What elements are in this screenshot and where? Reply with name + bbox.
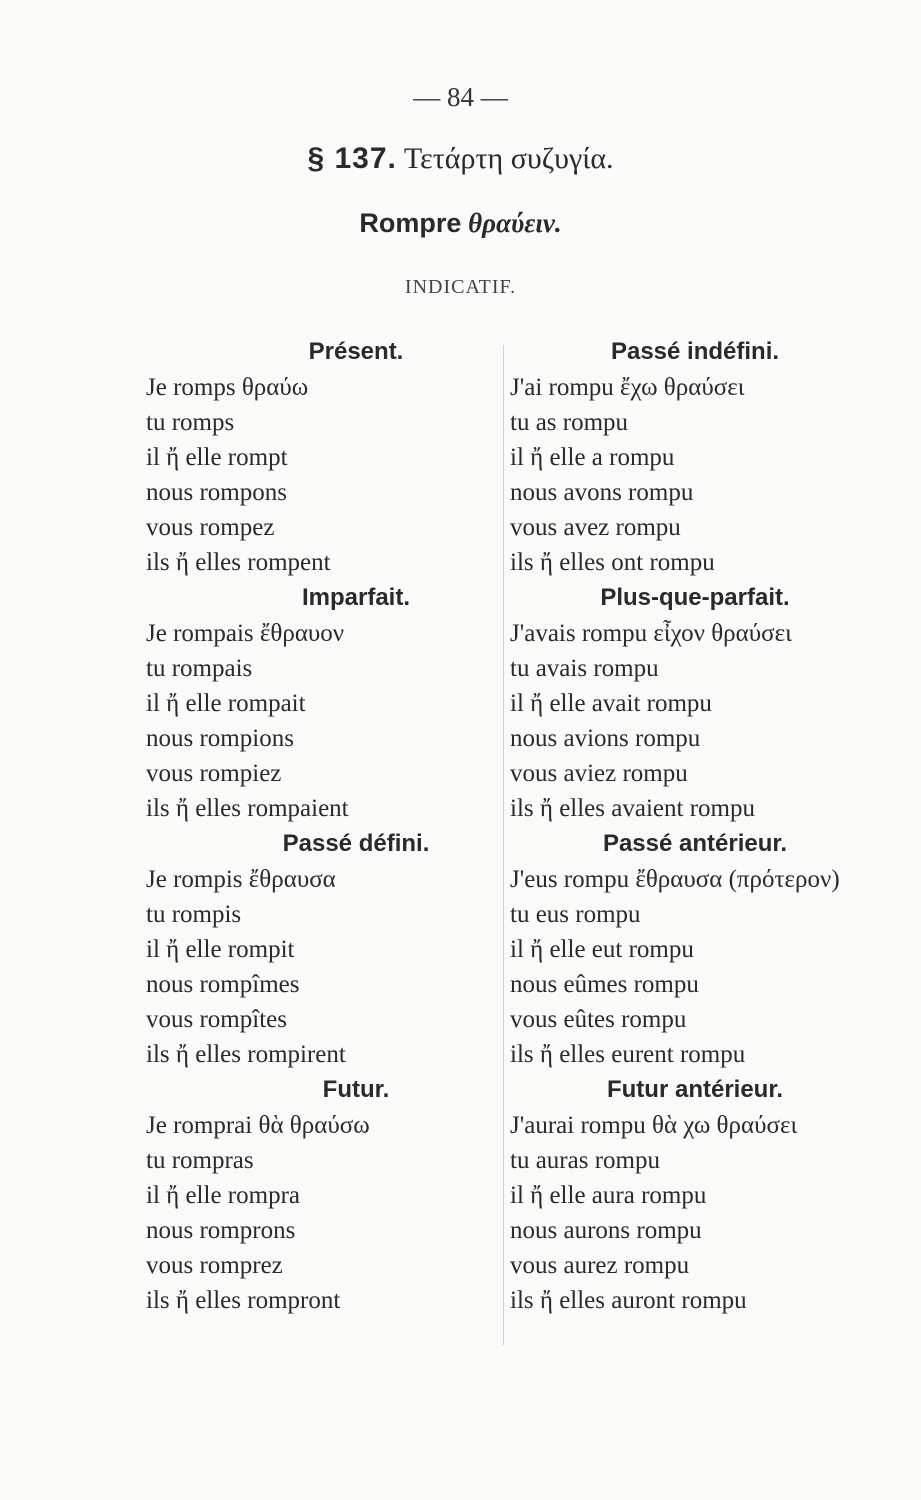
conjugation-line: nous rompons [146, 479, 287, 506]
right-column [510, 334, 880, 1318]
conjugation-line: nous rompions [146, 725, 294, 752]
conjugation-line: il ἤ elle rompt [146, 444, 288, 471]
conjugation-line: tu rompis [146, 901, 242, 928]
conjugation-line: nous rompîmes [146, 971, 300, 998]
conjugation-line: nous avions rompu [510, 725, 701, 752]
tense-heading: Futur. [322, 1076, 390, 1103]
conjugation-line: ils ἤ elles ont rompu [510, 549, 715, 576]
conjugation-line: ils ἤ elles rompaient [146, 795, 349, 822]
section-greek-title: Τετάρτη συζυγία. [403, 142, 614, 175]
tense-heading: Imparfait. [301, 584, 411, 611]
left-column [146, 334, 526, 1318]
tense-block [510, 826, 880, 1072]
conjugation-line: nous avons rompu [510, 479, 694, 506]
conjugation-line: tu auras rompu [510, 1147, 660, 1174]
conjugation-line: tu rompras [146, 1147, 254, 1174]
tense-block [510, 580, 880, 826]
conjugation-line: J'aurai rompu θὰ χω θραύσει [510, 1112, 798, 1139]
conjugation-line: il ἤ elle avait rompu [510, 690, 712, 717]
conjugation-line: vous avez rompu [510, 514, 681, 541]
tense-block [510, 334, 880, 580]
tense-heading: Présent. [308, 338, 404, 365]
page-number: — 84 — [413, 82, 508, 112]
tense-block [146, 580, 526, 826]
conjugation-line: ils ἤ elles eurent rompu [510, 1041, 746, 1068]
conjugation-line: Je rompais ἔθραυον [146, 620, 345, 647]
conjugation-line: ils ἤ elles rompront [146, 1287, 341, 1314]
tense-block [146, 1072, 526, 1318]
conjugation-line: il ἤ elle aura rompu [510, 1182, 707, 1209]
conjugation-line: vous aurez rompu [510, 1252, 690, 1279]
tense-heading: Passé antérieur. [602, 830, 788, 857]
section-title [0, 142, 921, 176]
conjugation-line: il ἤ elle rompit [146, 936, 295, 963]
tense-heading: Passé défini. [282, 830, 430, 857]
tense-block [510, 1072, 880, 1318]
conjugation-line: tu as rompu [510, 409, 629, 436]
conjugation-line: J'eus rompu ἔθραυσα (πρότερον) [510, 866, 840, 893]
conjugation-line: J'avais rompu εἶχον θραύσει [510, 620, 792, 647]
conjugation-line: ils ἤ elles auront rompu [510, 1287, 747, 1314]
conjugation-line: tu romps [146, 409, 235, 436]
conjugation-line: vous romprez [146, 1252, 283, 1279]
conjugation-line: tu avais rompu [510, 655, 659, 682]
conjugation-line: il ἤ elle eut rompu [510, 936, 694, 963]
section-number: § 137. [307, 142, 397, 175]
tense-block [146, 334, 526, 580]
conjugation-line: il ἤ elle rompait [146, 690, 306, 717]
conjugation-line: ils ἤ elles rompirent [146, 1041, 346, 1068]
tense-heading: Futur antérieur. [606, 1076, 784, 1103]
verb-french: Rompre [359, 208, 462, 238]
conjugation-line: nous romprons [146, 1217, 296, 1244]
conjugation-line: tu rompais [146, 655, 253, 682]
conjugation-line: nous eûmes rompu [510, 971, 699, 998]
conjugation-line: tu eus rompu [510, 901, 641, 928]
conjugation-line: vous rompîtes [146, 1006, 287, 1033]
conjugation-line: Je rompis ἔθραυσα [146, 866, 336, 893]
tense-heading: Passé indéfini. [610, 338, 780, 365]
conjugation-line: vous aviez rompu [510, 760, 688, 787]
conjugation-line: ils ἤ elles rompent [146, 549, 331, 576]
mood-heading: INDICATIF. [404, 276, 517, 298]
conjugation-line: vous rompiez [146, 760, 282, 787]
conjugation-line: vous eûtes rompu [510, 1006, 687, 1033]
conjugation-line: ils ἤ elles avaient rompu [510, 795, 755, 822]
tense-block [146, 826, 526, 1072]
conjugation-line: il ἤ elle rompra [146, 1182, 300, 1209]
conjugation-line: vous rompez [146, 514, 275, 541]
conjugation-line: J'ai rompu ἔχω θραύσει [510, 374, 745, 401]
verb-greek: θραύειν. [468, 208, 562, 238]
conjugation-line: Je romps θραύω [146, 374, 309, 401]
verb-title [0, 208, 921, 239]
tense-heading: Plus-que-parfait. [600, 584, 790, 611]
conjugation-line: Je romprai θὰ θραύσω [146, 1112, 370, 1139]
conjugation-line: nous aurons rompu [510, 1217, 702, 1244]
conjugation-line: il ἤ elle a rompu [510, 444, 675, 471]
